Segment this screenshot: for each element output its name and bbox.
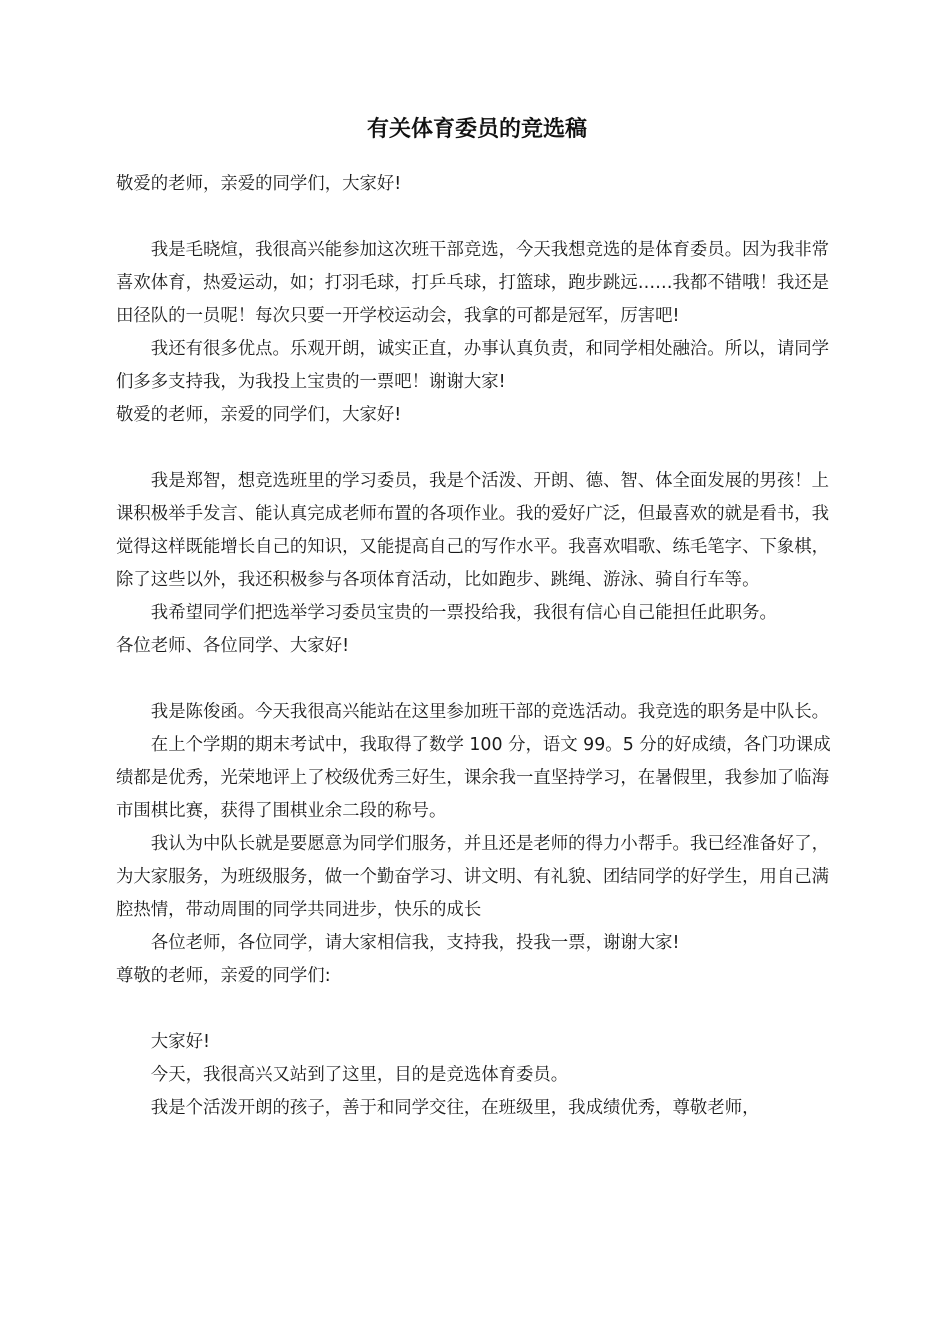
body-paragraph: 我是郑智，想竞选班里的学习委员，我是个活泼、开朗、德、智、体全面发展的男孩！上课积极举手发言、能认真完成老师布置的各项作业。我的爱好广泛，但最喜欢的就是看书，我觉得这样既能增长自己的知识，又能提高自己的写作水平。我喜欢唱歌、练毛笔字、下象棋，除了这些以外，我还积极参与各项体育活动，比如跑步、跳绳、游泳、骑自行车等。 [116,471,830,590]
document-body [116,168,838,1125]
body-paragraph: 我希望同学们把选举学习委员宝贵的一票投给我，我很有信心自己能担任此职务。 [150,603,777,623]
blank-line [116,993,838,1026]
document-page [116,112,838,1125]
body-paragraph: 今天，我很高兴又站到了这里，目的是竞选体育委员。 [150,1065,569,1085]
body-paragraph: 各位老师，各位同学，请大家相信我，支持我，投我一票，谢谢大家! [150,933,680,953]
body-paragraph: 在上个学期的期末考试中，我取得了数学 100 分，语文 99。5 分的好成绩，各门功课成绩都是优秀，光荣地评上了校级优秀三好生，课余我一直坚持学习，在暑假里，我参加了临海市围棋比赛，获得了围棋业余二段的称号。 [116,735,831,821]
salutation-line: 各位老师、各位同学、大家好! [116,636,350,656]
salutation-line: 尊敬的老师，亲爱的同学们: [116,966,331,986]
document-title: 有关体育委员的竞选稿 [366,117,587,142]
body-paragraph: 我还有很多优点。乐观开朗，诚实正直，办事认真负责，和同学相处融洽。所以，请同学们多多支持我，为我投上宝贵的一票吧！谢谢大家! [116,339,830,392]
blank-line [116,663,838,696]
body-paragraph: 我认为中队长就是要愿意为同学们服务，并且还是老师的得力小帮手。我已经准备好了，为大家服务，为班级服务，做一个勤奋学习、讲文明、有礼貌、团结同学的好学生，用自己满腔热情，带动周围的同学共同进步，快乐的成长 [116,834,830,920]
blank-line [116,432,838,465]
salutation-line: 敬爱的老师，亲爱的同学们，大家好! [116,405,402,425]
body-paragraph: 我是毛晓煊，我很高兴能参加这次班干部竞选，今天我想竞选的是体育委员。因为我非常喜欢体育，热爱运动，如；打羽毛球，打乒乓球，打篮球，跑步跳远……我都不错哦！我还是田径队的一员呢！每次只要一开学校运动会，我拿的可都是冠军，厉害吧! [116,240,830,326]
blank-line [116,201,838,234]
body-paragraph: 大家好! [150,1032,210,1052]
body-paragraph: 我是陈俊函。今天我很高兴能站在这里参加班干部的竞选活动。我竞选的职务是中队长。 [150,702,830,722]
salutation-line: 敬爱的老师，亲爱的同学们，大家好! [116,174,402,194]
body-paragraph: 我是个活泼开朗的孩子，善于和同学交往，在班级里，我成绩优秀，尊敬老师， [150,1098,760,1118]
